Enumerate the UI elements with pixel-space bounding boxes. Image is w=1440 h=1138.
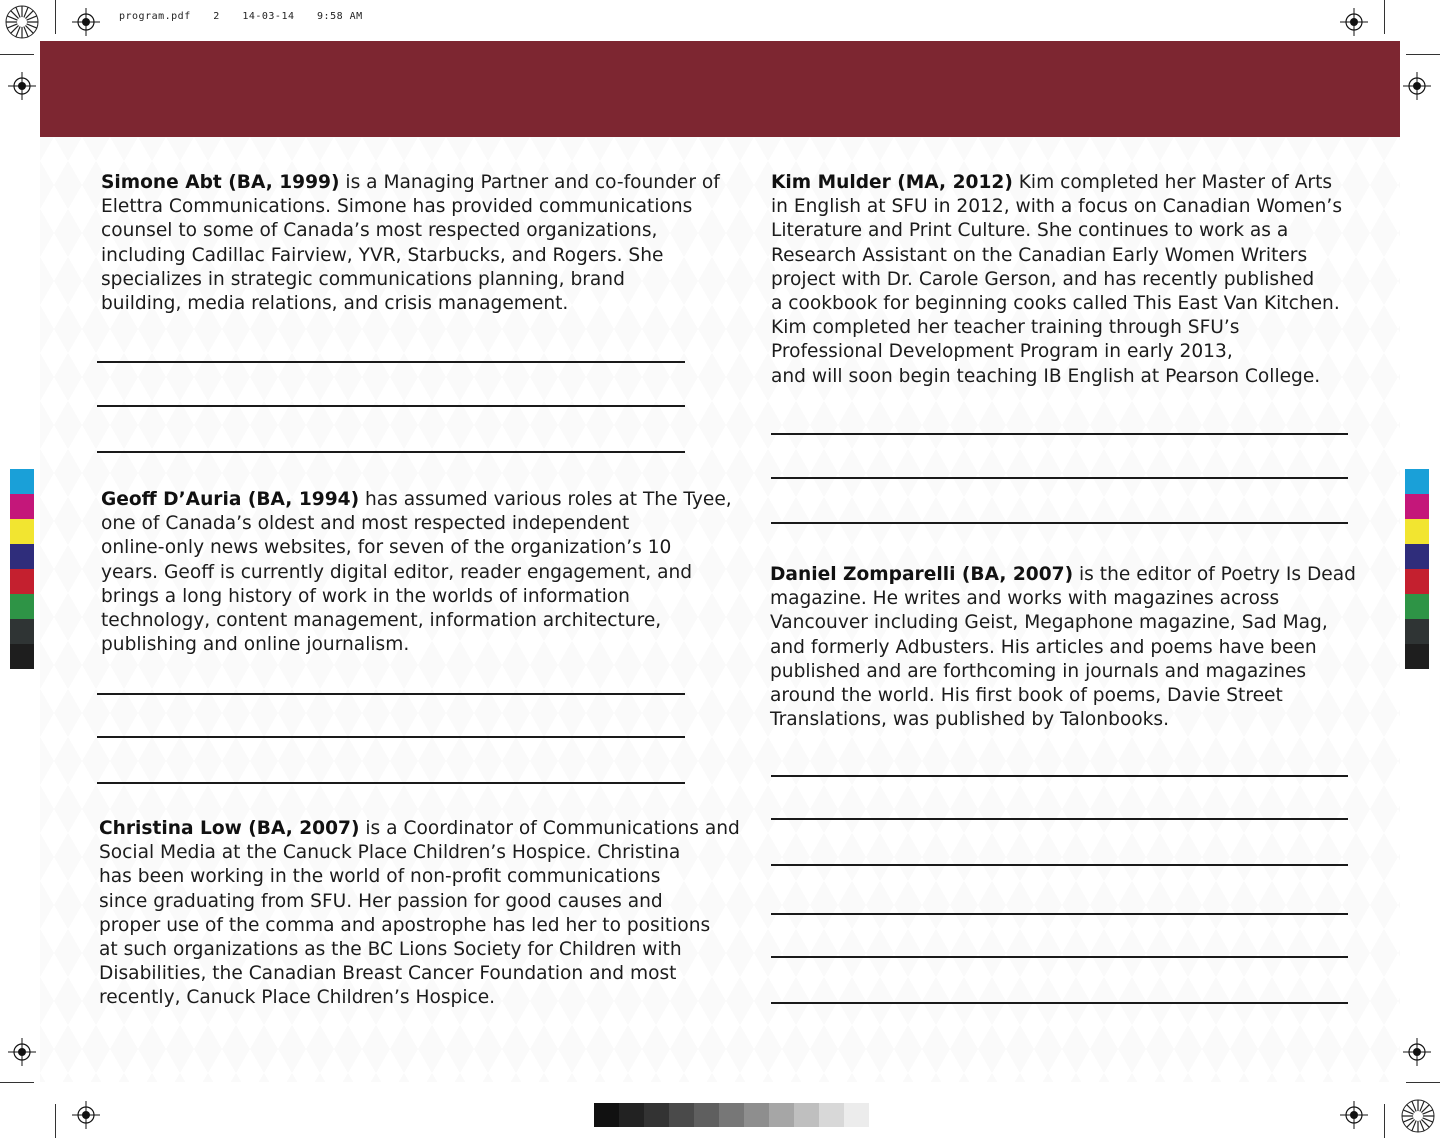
gray-swatch — [719, 1103, 744, 1127]
note-line — [97, 361, 685, 363]
color-swatch — [1405, 544, 1429, 569]
slug-filename: program.pdf — [119, 11, 191, 22]
bio-christina-low: Christina Low (BA, 2007) is a Coordinator of Communications and Social Media at the Canuck Place Children’s Hospice. Christina has been working in the world of non-profit communications since graduating from SFU. Her passion for good causes and proper use of the comma and apostrophe has led her to positions at such organizations as the BC Lions Society for Children with Disabilities, the Canadian Breast Cancer Foundation and most recently, Canuck Place Children’s Hospice. — [99, 818, 740, 1009]
starburst-target-icon — [1401, 1099, 1435, 1133]
note-line — [771, 477, 1348, 479]
gray-swatch — [694, 1103, 719, 1127]
color-swatch — [10, 644, 34, 669]
color-swatch — [10, 544, 34, 569]
color-swatch — [1405, 644, 1429, 669]
gray-swatch — [844, 1103, 869, 1127]
color-swatch — [10, 469, 34, 494]
gray-swatch — [794, 1103, 819, 1127]
bio-name: Daniel Zomparelli (BA, 2007) — [770, 564, 1074, 585]
registration-mark-icon — [8, 72, 36, 100]
bio-name: Geoff D’Auria (BA, 1994) — [101, 489, 360, 510]
gray-swatch — [744, 1103, 769, 1127]
gray-calibration-strip — [594, 1103, 869, 1127]
registration-mark-icon — [72, 8, 100, 36]
registration-mark-icon — [8, 1038, 36, 1066]
color-swatch — [1405, 469, 1429, 494]
color-calibration-bar — [1405, 469, 1429, 669]
note-line — [97, 693, 685, 695]
note-line — [97, 736, 685, 738]
bio-kim-mulder: Kim Mulder (MA, 2012) Kim completed her Master of Arts in English at SFU in 2012, with a focus on Canadian Women’s Literature and Print Culture. She continues to work as a Research Assistant on the Canadian Early Women Writers project with Dr. Carole Gerson, and has recently published a cookbook for beginning cooks called This East Van Kitchen. Kim completed her teacher training through SFU’s Professional Development Program in early 2013, and will soon begin teaching IB English at Pearson College. — [771, 172, 1343, 387]
crop-mark — [1384, 1104, 1385, 1138]
color-calibration-bar — [10, 469, 34, 669]
gray-swatch — [644, 1103, 669, 1127]
registration-mark-icon — [1403, 1038, 1431, 1066]
bio-geoff-dauria: Geoff D’Auria (BA, 1994) has assumed various roles at The Tyee, one of Canada’s oldest and most respected independent online-only news websites, for seven of the organization’s 10 years. Geoff is currently digital editor, reader engagement, and brings a long history of work in the worlds of information technology, content management, information architecture, publishing and online journalism. — [101, 489, 732, 656]
header-band — [40, 41, 1400, 137]
registration-mark-icon — [72, 1101, 100, 1129]
note-line — [97, 451, 685, 453]
crop-mark — [55, 0, 56, 34]
crop-mark — [1384, 0, 1385, 34]
gray-swatch — [769, 1103, 794, 1127]
slug-time: 9:58 AM — [317, 11, 363, 22]
registration-mark-icon — [1403, 72, 1431, 100]
color-swatch — [10, 594, 34, 619]
color-swatch — [1405, 494, 1429, 519]
crop-mark — [55, 1104, 56, 1138]
note-line — [771, 1002, 1348, 1004]
note-line — [97, 782, 685, 784]
crop-mark — [0, 1082, 34, 1083]
color-swatch — [10, 569, 34, 594]
note-line — [771, 913, 1348, 915]
slug-date: 14-03-14 — [242, 11, 295, 22]
starburst-target-icon — [5, 5, 39, 39]
bio-name: Christina Low (BA, 2007) — [99, 818, 360, 839]
gray-swatch — [819, 1103, 844, 1127]
gray-swatch — [594, 1103, 619, 1127]
note-line — [771, 433, 1348, 435]
registration-mark-icon — [1340, 8, 1368, 36]
crop-mark — [1406, 54, 1440, 55]
slug-page: 2 — [213, 11, 220, 22]
bio-simone-abt: Simone Abt (BA, 1999) is a Managing Partner and co-founder of Elettra Communications. Simone has provided communications counsel to some of Canada’s most respected organizations, including Cadillac Fairview, YVR, Starbucks, and Rogers. She specializes in strategic communications planning, brand building, media relations, and crisis management. — [101, 172, 720, 315]
color-swatch — [10, 619, 34, 644]
crop-mark — [0, 54, 34, 55]
color-swatch — [1405, 619, 1429, 644]
bio-name: Simone Abt (BA, 1999) — [101, 172, 340, 193]
note-line — [771, 864, 1348, 866]
color-swatch — [1405, 594, 1429, 619]
color-swatch — [1405, 569, 1429, 594]
print-slug — [119, 11, 379, 22]
bio-name: Kim Mulder (MA, 2012) — [771, 172, 1013, 193]
color-swatch — [1405, 519, 1429, 544]
color-swatch — [10, 494, 34, 519]
registration-mark-icon — [1340, 1101, 1368, 1129]
gray-swatch — [619, 1103, 644, 1127]
color-swatch — [10, 519, 34, 544]
note-line — [771, 956, 1348, 958]
note-line — [771, 775, 1348, 777]
bio-daniel-zomparelli: Daniel Zomparelli (BA, 2007) is the editor of Poetry Is Dead magazine. He writes and works with magazines across Vancouver including Geist, Megaphone magazine, Sad Mag, and formerly Adbusters. His articles and poems have been published and are forthcoming in journals and magazines around the world. His first book of poems, Davie Street Translations, was published by Talonbooks. — [770, 564, 1356, 731]
note-line — [771, 818, 1348, 820]
gray-swatch — [669, 1103, 694, 1127]
crop-mark — [1406, 1082, 1440, 1083]
note-line — [97, 405, 685, 407]
note-line — [771, 522, 1348, 524]
